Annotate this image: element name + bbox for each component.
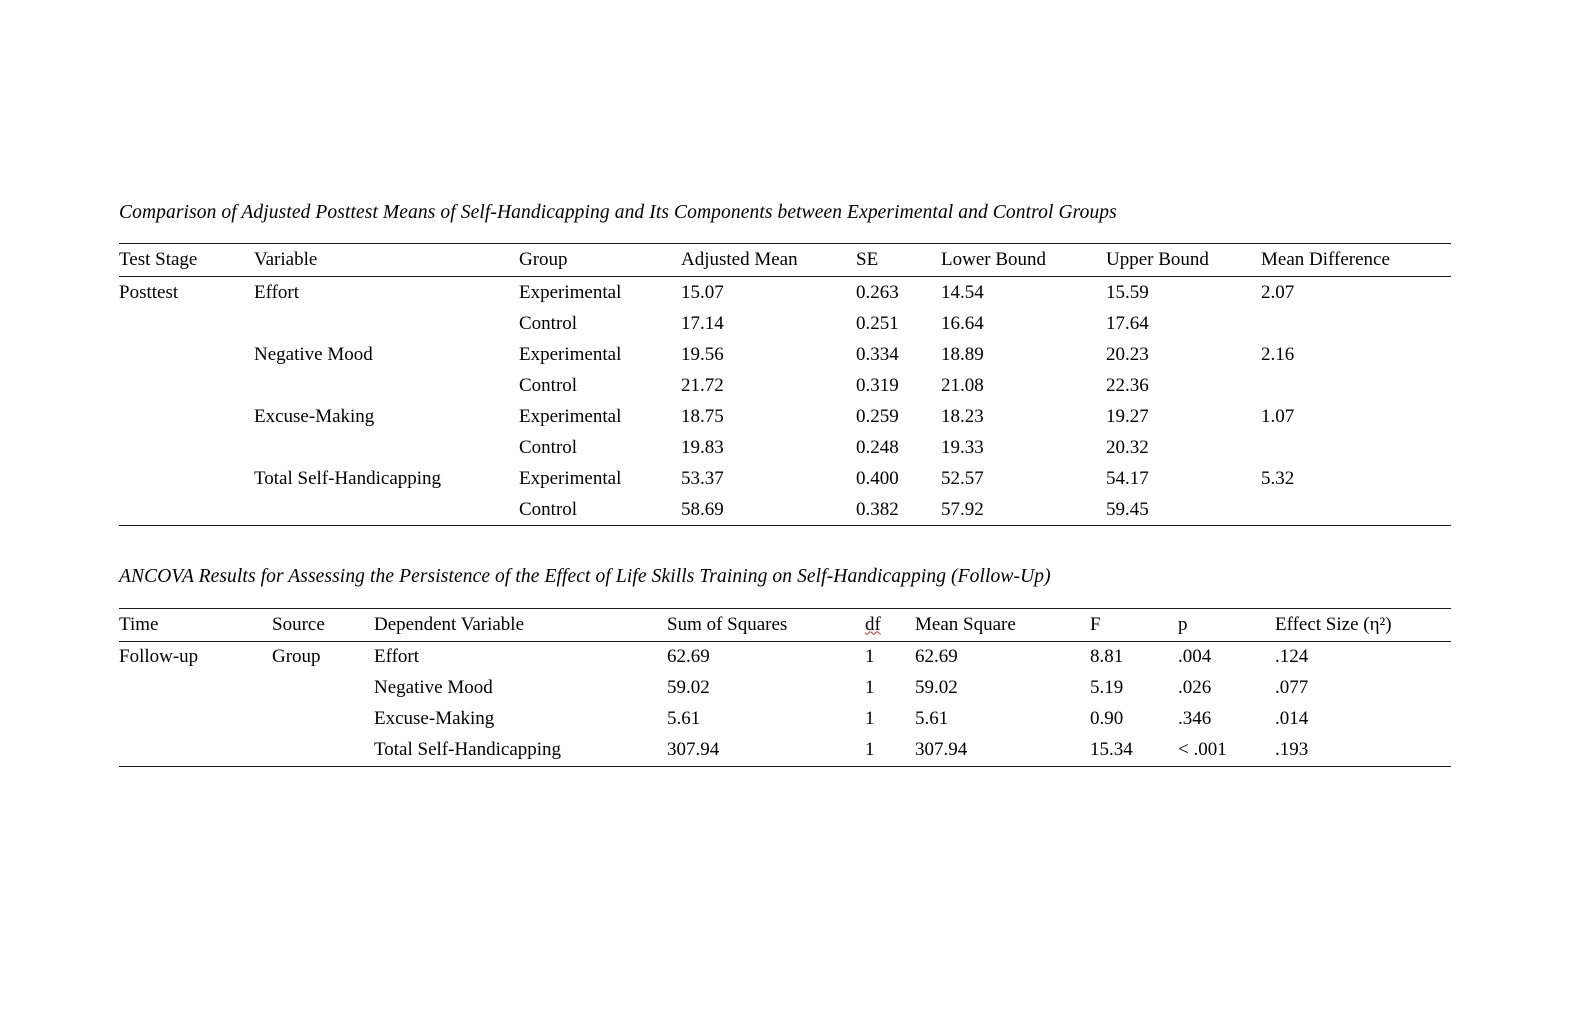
table2-cell: 5.61 — [915, 708, 949, 730]
table1-cell: 22.36 — [1106, 374, 1149, 396]
table-row — [119, 401, 1451, 432]
table1-cell: Total Self-Handicapping — [254, 467, 442, 489]
table2-cell — [119, 735, 272, 767]
table-row — [119, 735, 1451, 767]
table2-col-header-time: Time — [119, 608, 272, 641]
table2-cell: 8.81 — [1090, 646, 1124, 668]
table1-cell: Control — [519, 436, 578, 458]
table2-cell: 59.02 — [915, 677, 958, 699]
table2-cell: 1 — [865, 677, 875, 699]
table1-cell — [254, 370, 519, 401]
table2-col-header-dependent-variable: Dependent Variable — [374, 608, 667, 641]
table2-cell: 307.94 — [915, 735, 1090, 767]
table2-cell: .014 — [1275, 708, 1309, 730]
table-row — [119, 673, 1451, 704]
table1-cell: 0.334 — [856, 343, 899, 365]
table1-cell: 18.23 — [941, 405, 984, 427]
table1-cell: Experimental — [519, 281, 622, 303]
table1-cell: Negative Mood — [254, 343, 373, 365]
table2-cell: 62.69 — [915, 646, 958, 668]
table1-cell: 19.83 — [681, 436, 724, 458]
table2-cell: Effort — [374, 646, 420, 668]
table2-caption: ANCOVA Results for Assessing the Persistence of the Effect of Life Skills Training on Self-Handicapping (Follow-Up) — [119, 566, 1051, 588]
table2-cell — [272, 735, 374, 767]
table2-col-header-mean-square: Mean Square — [915, 608, 1090, 641]
table1-cell — [119, 339, 254, 370]
table2-cell: 307.94 — [667, 735, 865, 767]
table2-col-header-p: p — [1178, 608, 1275, 641]
table2-cell — [119, 673, 272, 704]
table1-col-header-adjusted-mean: Adjusted Mean — [681, 244, 856, 277]
table2-cell — [272, 673, 374, 704]
table1-col-header-group: Group — [519, 244, 681, 277]
table2-cell: 1 — [865, 735, 915, 767]
table1-cell: Experimental — [519, 467, 622, 489]
table2-cell: .124 — [1275, 646, 1309, 668]
table1-cell: 58.69 — [681, 494, 856, 526]
table1-cell: 0.248 — [856, 436, 899, 458]
table1-cell: 0.382 — [856, 494, 941, 526]
table1-cell: 54.17 — [1106, 467, 1149, 489]
document-body — [119, 200, 1451, 767]
table2-cell: 1 — [865, 708, 875, 730]
table2-cell: Group — [272, 646, 321, 668]
table1-cell: 15.59 — [1106, 281, 1149, 303]
table1-cell — [1261, 494, 1451, 526]
table2-col-header-f: F — [1090, 608, 1178, 641]
table1-cell: 0.319 — [856, 374, 899, 396]
table2-col-header-sum-of-squares: Sum of Squares — [667, 608, 865, 641]
table1-cell: 21.72 — [681, 374, 724, 396]
table1-cell: Posttest — [119, 281, 179, 303]
table-row — [119, 370, 1451, 401]
table2-col-header-df: df — [865, 608, 915, 641]
table1-caption: Comparison of Adjusted Posttest Means of Self-Handicapping and Its Components between Experimental and Control Groups — [119, 202, 1117, 223]
table1-cell — [254, 432, 519, 463]
table1-col-header-upper-bound: Upper Bound — [1106, 244, 1261, 277]
table-row — [119, 704, 1451, 735]
table-row — [119, 277, 1451, 309]
table1-cell: 0.400 — [856, 467, 899, 489]
table1-cell — [119, 308, 254, 339]
table1-cell: 21.08 — [941, 374, 984, 396]
table1-cell — [1261, 370, 1451, 401]
table-row — [119, 339, 1451, 370]
table1-cell — [1261, 308, 1451, 339]
table-row — [119, 463, 1451, 494]
table2-cell: 5.19 — [1090, 677, 1124, 699]
table2-col-header-effect-size: Effect Size (η²) — [1275, 608, 1451, 641]
table-row — [119, 494, 1451, 526]
table-row — [119, 641, 1451, 673]
table2-cell: Negative Mood — [374, 677, 493, 699]
table2-cell: Excuse-Making — [374, 708, 495, 730]
table1-cell: Excuse-Making — [254, 405, 375, 427]
table2-cell: .077 — [1275, 677, 1309, 699]
table1-cell: Control — [519, 374, 578, 396]
table2 — [119, 608, 1451, 767]
table2-col-header-source: Source — [272, 608, 374, 641]
table1-cell: 17.64 — [1106, 312, 1149, 334]
table1-cell: 18.75 — [681, 405, 724, 427]
table2-cell: 62.69 — [667, 646, 710, 668]
table1-col-header-mean-difference: Mean Difference — [1261, 244, 1451, 277]
table1-cell: 5.32 — [1261, 467, 1295, 489]
table1-cell — [119, 432, 254, 463]
table1-cell: 17.14 — [681, 312, 724, 334]
table1-cell: 53.37 — [681, 467, 724, 489]
table-spacer — [119, 526, 1451, 564]
table1-cell: Experimental — [519, 405, 622, 427]
table1-cell: 1.07 — [1261, 405, 1295, 427]
table1-cell: Control — [519, 312, 578, 334]
table1-cell: 19.33 — [941, 436, 984, 458]
table2-cell: .004 — [1178, 646, 1212, 668]
table1-cell: 57.92 — [941, 494, 1106, 526]
table1-cell: 19.56 — [681, 343, 724, 365]
table1-cell: 2.07 — [1261, 281, 1295, 303]
table1-cell: 59.45 — [1106, 494, 1261, 526]
table1-cell: 18.89 — [941, 343, 984, 365]
table2-cell — [119, 704, 272, 735]
table1-cell: 0.263 — [856, 281, 899, 303]
table1-cell — [254, 494, 519, 526]
table2-cell: < .001 — [1178, 735, 1275, 767]
table1-header-row — [119, 244, 1451, 277]
table1-cell: 15.07 — [681, 281, 724, 303]
table2-cell: 59.02 — [667, 677, 710, 699]
table1-cell: Experimental — [519, 343, 622, 365]
table1-col-header-se: SE — [856, 244, 941, 277]
table1-cell: 19.27 — [1106, 405, 1149, 427]
table1-cell — [119, 401, 254, 432]
table2-cell: Follow-up — [119, 646, 199, 668]
table1-cell — [254, 308, 519, 339]
table1-cell: 14.54 — [941, 281, 984, 303]
table2-cell: 15.34 — [1090, 735, 1178, 767]
table1-cell — [119, 463, 254, 494]
table1-cell: Control — [519, 494, 681, 526]
table2-header-row — [119, 608, 1451, 641]
table1-cell: 0.259 — [856, 405, 899, 427]
table-row — [119, 308, 1451, 339]
table1-col-header-lower-bound: Lower Bound — [941, 244, 1106, 277]
table2-cell: .193 — [1275, 735, 1451, 767]
table2-cell: 5.61 — [667, 708, 701, 730]
table1-cell: 52.57 — [941, 467, 984, 489]
table2-cell: 1 — [865, 646, 875, 668]
table1-cell: 0.251 — [856, 312, 899, 334]
table1-cell — [1261, 432, 1451, 463]
table1-cell — [119, 370, 254, 401]
table2-cell: .026 — [1178, 677, 1212, 699]
table1 — [119, 243, 1451, 526]
table1-col-header-variable: Variable — [254, 244, 519, 277]
table1-cell: 2.16 — [1261, 343, 1295, 365]
table1-col-header-test-stage: Test Stage — [119, 244, 254, 277]
table2-cell — [272, 704, 374, 735]
table2-cell: 0.90 — [1090, 708, 1124, 730]
table1-cell: 16.64 — [941, 312, 984, 334]
table1-cell: 20.32 — [1106, 436, 1149, 458]
table-row — [119, 432, 1451, 463]
table2-cell: Total Self-Handicapping — [374, 735, 667, 767]
table1-cell: Effort — [254, 281, 300, 303]
table2-cell: .346 — [1178, 708, 1212, 730]
table1-cell — [119, 494, 254, 526]
table1-cell: 20.23 — [1106, 343, 1149, 365]
